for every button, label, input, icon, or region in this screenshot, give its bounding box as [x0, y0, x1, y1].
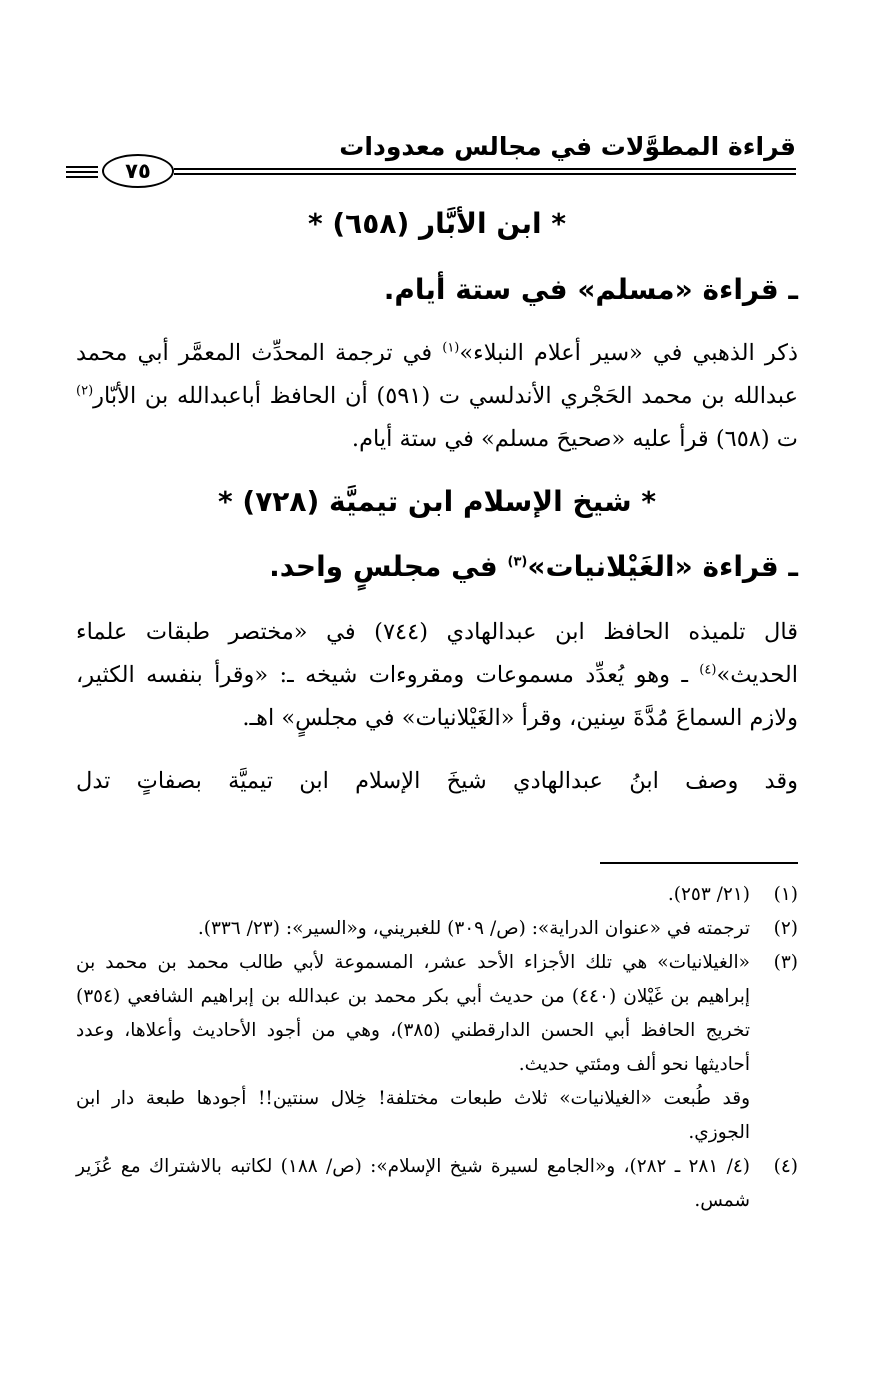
footnote-item	[76, 878, 798, 912]
header-rule	[174, 168, 796, 170]
footnote-item	[76, 912, 798, 946]
footnote-number: (١)	[773, 884, 798, 905]
footnote-item	[76, 1150, 798, 1218]
page-number: ٧٥	[102, 154, 174, 188]
footnote-ref: (٢)	[76, 383, 94, 399]
body-paragraph: وقد وصف ابنُ عبدالهادي شيخَ الإسلام ابن تيميَّة بصفاتٍ تدل	[76, 768, 798, 794]
footnote-text: ترجمته في «عنوان الدراية»: (ص/ ٣٠٩) للغبريني، و«السير»: (٢٣/ ٣٣٦).	[197, 918, 750, 939]
book-title: قراءة المطوَّلات في مجالس معدودات	[339, 132, 796, 161]
body-paragraph	[76, 611, 798, 740]
footnote-ref: (١)	[442, 340, 460, 356]
footnote-item	[76, 946, 798, 1150]
section-heading: * شيخ الإسلام ابن تيميَّة (٧٢٨) *	[218, 485, 656, 518]
subheading-text: ـ قراءة «الغَيْلانيات»	[527, 550, 798, 583]
footnote-ref: (٣)	[507, 554, 528, 570]
header-rule	[66, 171, 98, 173]
footnote-number: (٢)	[773, 918, 798, 939]
paragraph-text: ذكر الذهبي في «سير أعلام النبلاء»	[459, 340, 798, 366]
footnote-number: (٣)	[773, 952, 798, 973]
footnote-note: وقد طُبعت «الغيلانيات» ثلاث طبعات مختلفة! خِلال سنتين!! أجودها طبعة دار ابن الجوزي.	[76, 1088, 750, 1143]
footnote-text: (٢١/ ٢٥٣).	[667, 884, 750, 905]
subheading-text: في مجلسٍ واحد.	[269, 550, 508, 583]
footnote-separator	[600, 862, 798, 864]
section-subheading	[76, 550, 798, 583]
body-paragraph	[76, 332, 798, 461]
section-heading: * ابن الأبَّار (٦٥٨) *	[307, 207, 567, 240]
footnote-text: (٤/ ٢٨١ ـ ٢٨٢)، و«الجامع لسيرة شيخ الإسلام»: (ص/ ١٨٨) لكاتبه بالاشتراك مع عُزَير شمس.	[76, 1156, 750, 1211]
running-header	[66, 128, 796, 188]
paragraph-text: ـ وهو يُعدِّد مسموعات ومقروءات شيخه ـ: «وقرأ بنفسه الكثير، ولازم السماعَ مُدَّةَ سِنين، وقرأ «الغَيْلانيات» في مجلسٍ» اهـ.	[76, 662, 798, 731]
paragraph-text: ت (٦٥٨) قرأ عليه «صحيحَ مسلم» في ستة أيام.	[351, 426, 798, 452]
paragraph-text: قال تلميذه الحافظ ابن عبدالهادي (٧٤٤) في «مختصر طبقات علماء الحديث»	[76, 619, 798, 688]
section-subheading: ـ قراءة «مسلم» في ستة أيام.	[383, 273, 798, 306]
header-rule	[66, 176, 98, 178]
header-rule	[174, 173, 796, 175]
footnote-number: (٤)	[773, 1156, 798, 1177]
paragraph-text: في ترجمة المحدِّث المعمَّر أبي محمد عبدالله بن محمد الحَجْري الأندلسي ت (٥٩١) أن الحافظ أباعبدالله بن الأبّار	[76, 340, 798, 409]
footnotes	[76, 878, 798, 1218]
footnote-ref: (٤)	[699, 662, 717, 678]
footnote-text: «الغيلانيات» هي تلك الأجزاء الأحد عشر، المسموعة لأبي طالب محمد بن محمد بن إبراهيم بن غَيْلان (٤٤٠) من حديث أبي بكر محمد بن عبدالله بن إبراهيم الشافعي (٣٥٤) تخريج الحافظ أبي الحسن الدارقطني (٣٨٥)، وهي من أجود الأحاديث وأعلاها، وعدد أحاديثها نحو ألف ومئتي حديث.	[76, 952, 751, 1075]
header-rule	[66, 166, 98, 168]
